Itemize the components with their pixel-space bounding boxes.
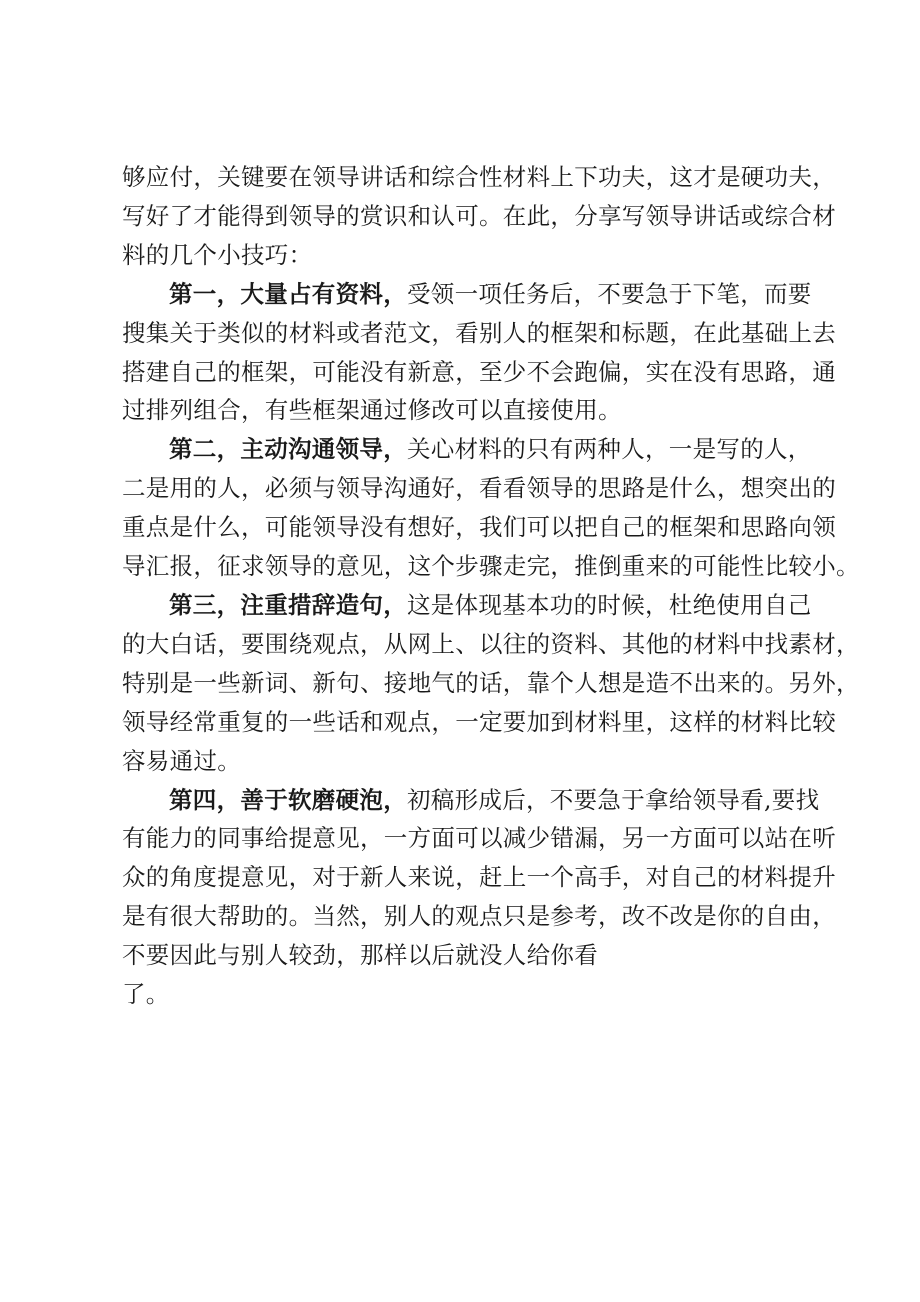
tip-text: 关心材料的只有两种人，一是写的人， — [407, 435, 812, 464]
tip-line: 搜集关于类似的材料或者范文，看别人的框架和标题，在此基础上去 — [122, 318, 836, 347]
intro-line: 料的几个小技巧： — [122, 240, 313, 269]
tip-line: 众的角度提意见，对于新人来说，赶上一个高手，对自己的材料提升 — [122, 863, 836, 892]
tip-paragraph-1 — [122, 275, 836, 431]
tip-line: 导汇报，征求领导的意见，这个步骤走完，推倒重来的可能性比较小。 — [122, 552, 860, 581]
intro-line: 写好了才能得到领导的赏识和认可。在此，分享写领导讲话或综合材 — [122, 201, 836, 230]
tip-line: 了。 — [122, 980, 170, 1009]
tip-line: 容易通过。 — [122, 746, 241, 775]
tip-paragraph-4 — [122, 781, 836, 1014]
tip-line: 过排列组合，有些框架通过修改可以直接使用。 — [122, 396, 622, 425]
tip-line: 是有很大帮助的。当然，别人的观点只是参考，改不改是你的自由， — [122, 902, 836, 931]
tip-paragraph-3 — [122, 586, 860, 781]
tip-line: 不要因此与别人较劲，那样以后就没人给你看 — [122, 941, 598, 970]
tip-first-line — [122, 430, 822, 469]
tip-line: 有能力的同事给提意见，一方面可以减少错漏，另一方面可以站在听 — [122, 824, 836, 853]
tip-first-line — [122, 275, 822, 314]
tip-lead: 第三，注重措辞造句， — [169, 590, 407, 619]
tip-line: 重点是什么，可能领导没有想好，我们可以把自己的框架和思路向领 — [122, 513, 836, 542]
intro-paragraph — [122, 158, 836, 275]
tip-line: 的大白话，要围绕观点，从网上、以往的资料、其他的材料中找素材， — [122, 629, 860, 658]
tip-lead: 第四，善于软磨硬泡， — [169, 785, 407, 814]
tip-text: 受领一项任务后，不要急于下笔，而要 — [407, 279, 812, 308]
intro-line: 够应付，关键要在领导讲话和综合性材料上下功夫，这才是硬功夫， — [122, 163, 836, 191]
tip-line: 搭建自己的框架，可能没有新意，至少不会跑偏，实在没有思路，通 — [122, 357, 836, 386]
tip-text: 初稿形成后，不要急于拿给领导看,要找 — [407, 785, 820, 814]
tip-lead: 第二，主动沟通领导， — [169, 435, 407, 464]
tip-line: 二是用的人，必须与领导沟通好，看看领导的思路是什么，想突出的 — [122, 474, 836, 503]
tip-first-line — [122, 586, 822, 625]
tip-paragraph-2 — [122, 430, 860, 586]
tip-lead: 第一，大量占有资料， — [169, 279, 407, 308]
document-body — [122, 158, 860, 1014]
tip-line: 领导经常重复的一些话和观点，一定要加到材料里，这样的材料比较 — [122, 707, 836, 736]
tip-line: 特别是一些新词、新句、接地气的话，靠个人想是造不出来的。另外， — [122, 668, 860, 697]
tip-first-line — [122, 781, 822, 820]
tip-text: 这是体现基本功的时候，杜绝使用自己 — [407, 590, 812, 619]
